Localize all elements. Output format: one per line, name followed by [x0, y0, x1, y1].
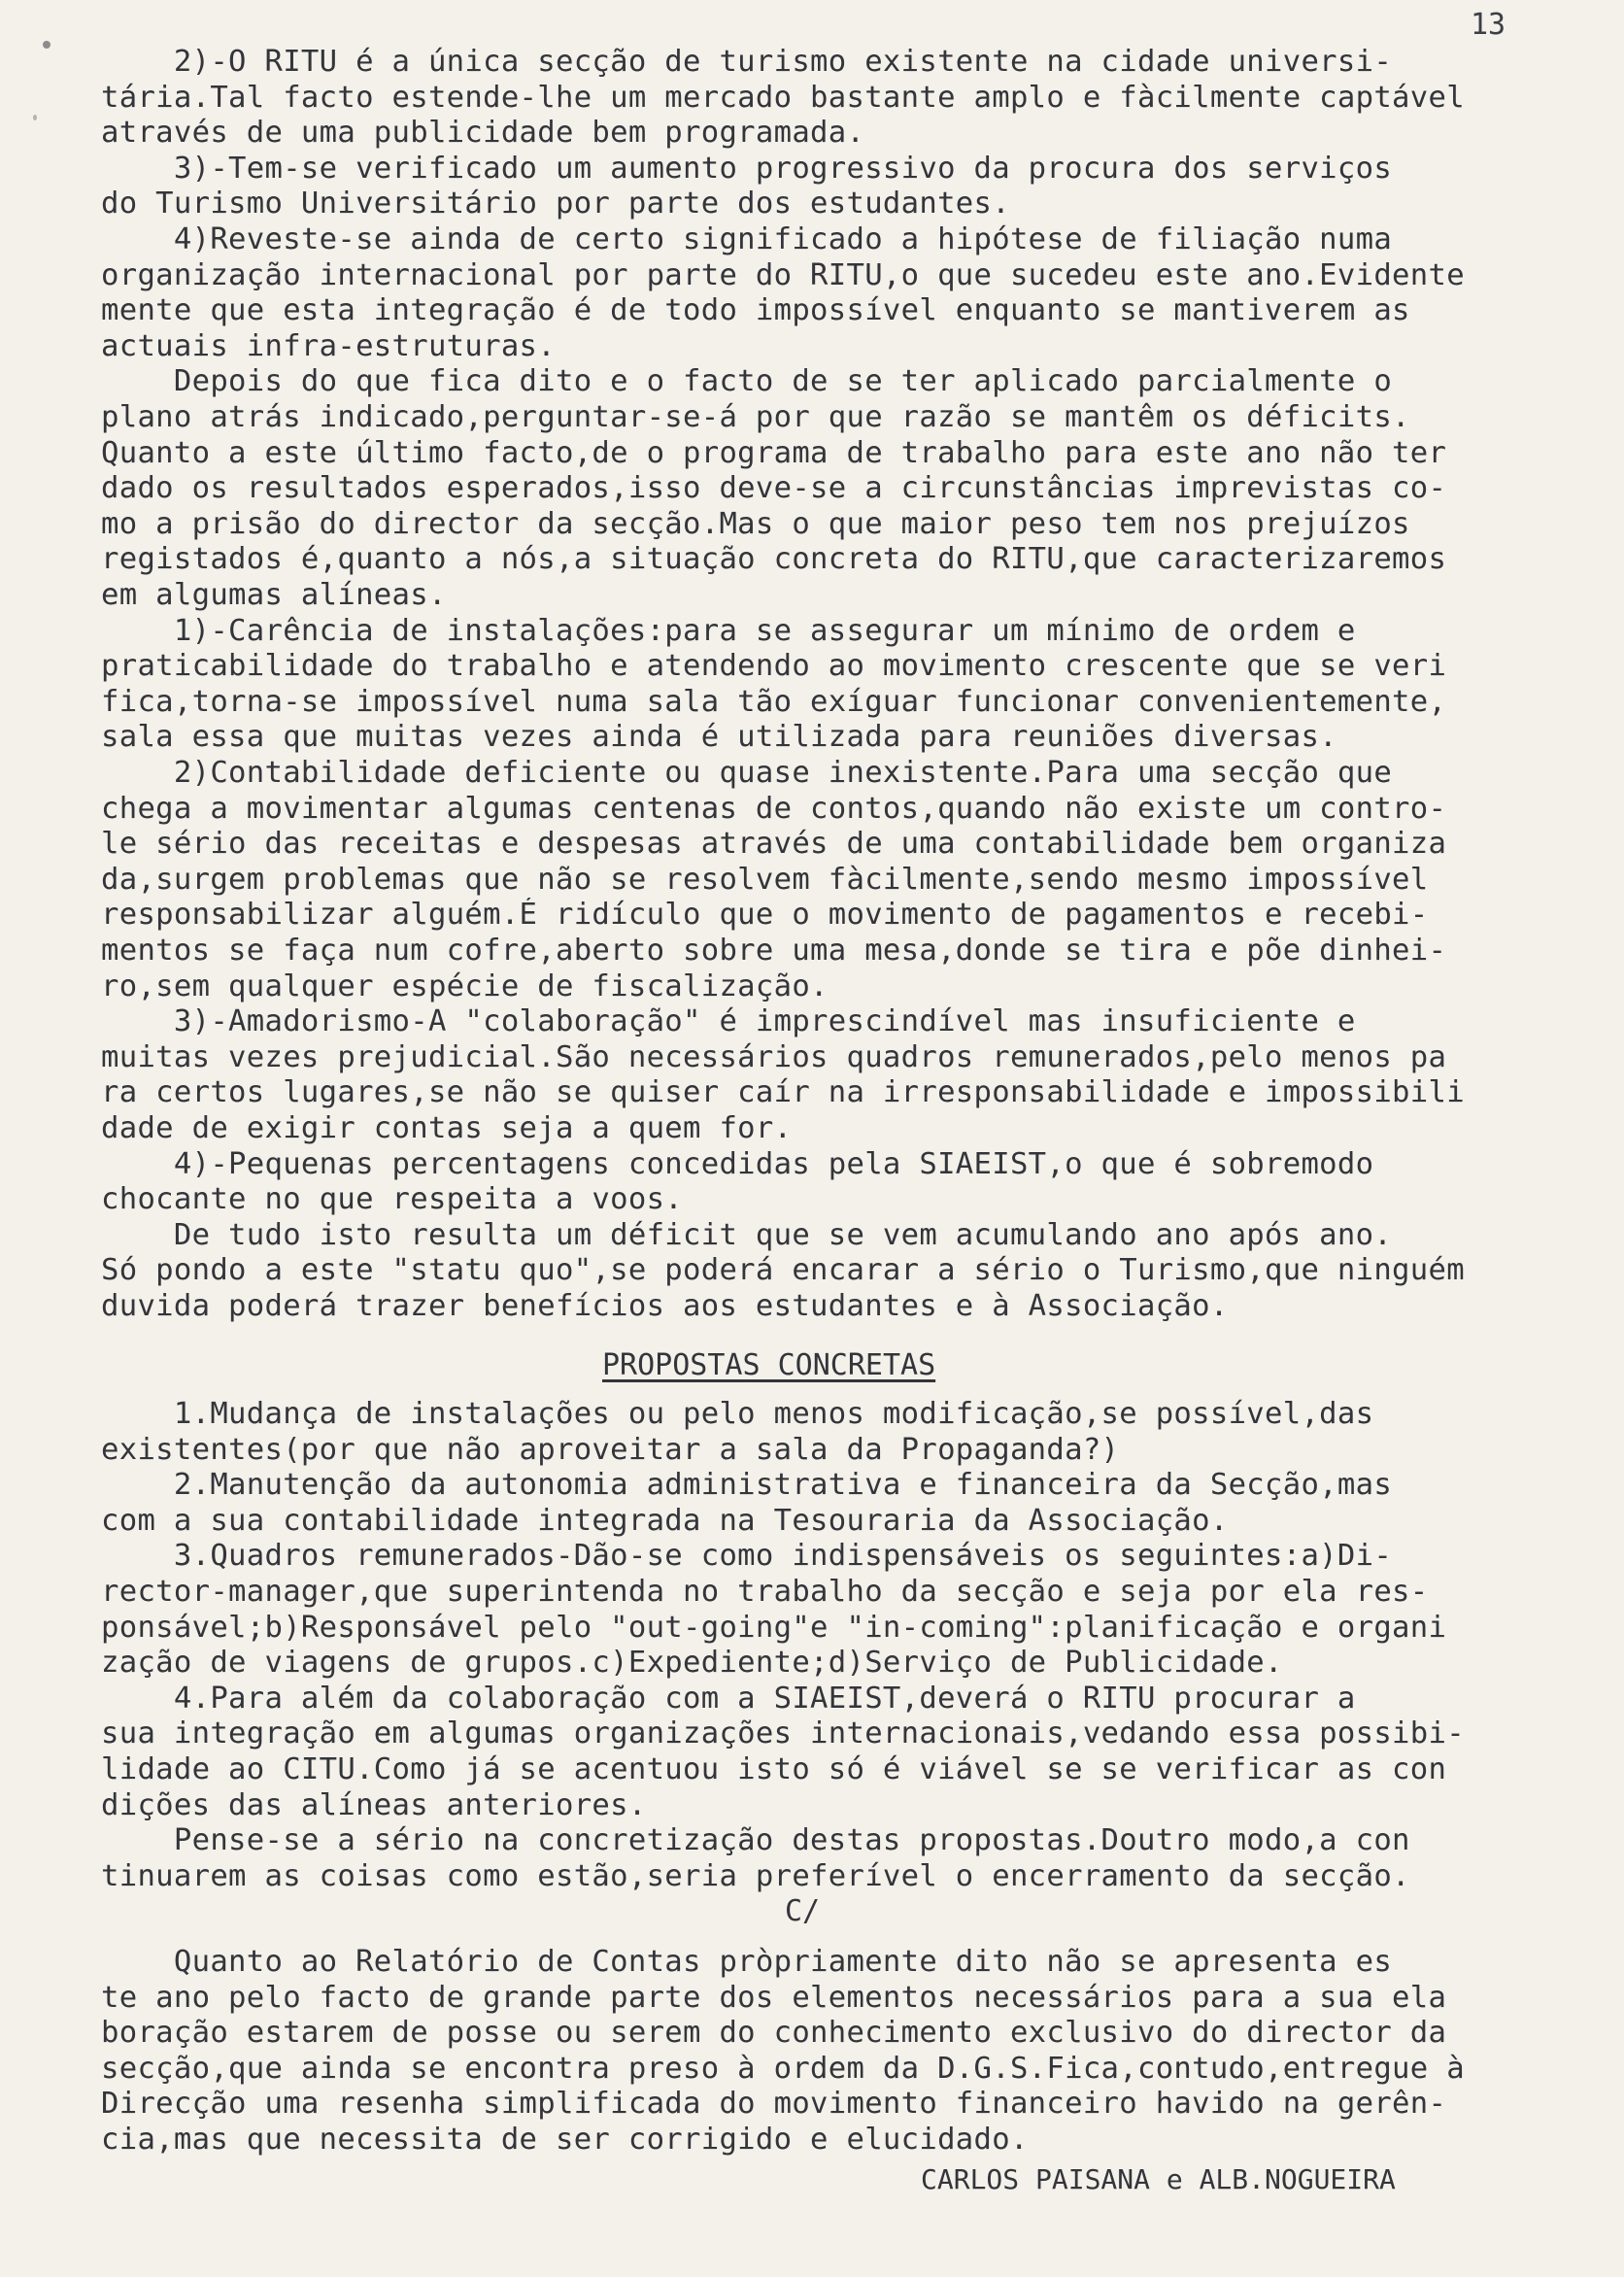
- text-line: duvida poderá trazer benefícios aos estudantes e à Associação.: [101, 1289, 1229, 1323]
- text-line: sua integração em algumas organizações internacionais,vedando essa possibi-: [101, 1716, 1465, 1751]
- text-line: 4.Para além da colaboração com a SIAEIST,deverá o RITU procurar a: [101, 1681, 1356, 1716]
- text-line: Só pondo a este "statu quo",se poderá encarar a sério o Turismo,que ninguém: [101, 1253, 1465, 1288]
- text-line: chega a movimentar algumas centenas de contos,quando não existe um contro-: [101, 791, 1447, 826]
- text-line: Direcção uma resenha simplificada do movimento financeiro havido na gerên-: [101, 2087, 1447, 2122]
- text-line: Depois do que fica dito e o facto de se ter aplicado parcialmente o: [101, 364, 1393, 399]
- text-line: 2.Manutenção da autonomia administrativa e financeira da Secção,mas: [101, 1468, 1393, 1503]
- text-line: De tudo isto resulta um déficit que se vem acumulando ano após ano.: [101, 1217, 1393, 1252]
- text-line: fica,torna-se impossível numa sala tão exíguar funcionar convenientemente,: [101, 684, 1447, 719]
- text-line: dições das alíneas anteriores.: [101, 1787, 647, 1822]
- text-line: plano atrás indicado,perguntar-se-á por que razão se mantêm os déficits.: [101, 400, 1410, 434]
- signature: CARLOS PAISANA e ALB.NOGUEIRA: [921, 2163, 1396, 2195]
- text-line: 2)-O RITU é a única secção de turismo existente na cidade universi-: [101, 45, 1393, 79]
- text-line: tária.Tal facto estende-lhe um mercado bastante amplo e fàcilmente captável: [101, 80, 1465, 115]
- page-number: 13: [1471, 8, 1506, 42]
- text-line: praticabilidade do trabalho e atendendo ao movimento crescente que se veri: [101, 649, 1447, 684]
- text-line: 3.Quadros remunerados-Dão-se como indispensáveis os seguintes:a)Di-: [101, 1539, 1393, 1574]
- text-line: mente que esta integração é de todo impossível enquanto se mantiverem as: [101, 293, 1410, 328]
- text-line: cia,mas que necessita de ser corrigido e elucidado.: [101, 2123, 1029, 2157]
- text-line: sala essa que muitas vezes ainda é utilizada para reuniões diversas.: [101, 720, 1337, 755]
- text-line: do Turismo Universitário por parte dos estudantes.: [101, 187, 1010, 221]
- text-line: dade de exigir contas seja a quem for.: [101, 1111, 793, 1145]
- text-line: através de uma publicidade bem programada.: [101, 116, 865, 151]
- text-line: 2)Contabilidade deficiente ou quase inexistente.Para uma secção que: [101, 756, 1393, 790]
- text-line: 3)-Tem-se verificado um aumento progressivo da procura dos serviços: [101, 151, 1393, 186]
- text-line: responsabilizar alguém.É ridículo que o movimento de pagamentos e recebi-: [101, 898, 1429, 933]
- text-line: Pense-se a sério na concretização destas propostas.Doutro modo,a con: [101, 1823, 1410, 1858]
- text-line: registados é,quanto a nós,a situação concreta do RITU,que caracterizaremos: [101, 542, 1447, 577]
- section-marker: C/: [785, 1894, 821, 1928]
- text-line: ro,sem qualquer espécie de fiscalização.: [101, 969, 829, 1003]
- text-line: 4)Reveste-se ainda de certo significado a hipótese de filiação numa: [101, 222, 1393, 256]
- text-line: lidade ao CITU.Como já se acentuou isto só é viável se se verificar as con: [101, 1752, 1447, 1786]
- text-line: organização internacional por parte do RITU,o que sucedeu este ano.Evidente: [101, 257, 1465, 292]
- text-line: ra certos lugares,se não se quiser caír na irresponsabilidade e impossibili: [101, 1075, 1465, 1110]
- text-line: 1)-Carência de instalações:para se assegurar um mínimo de ordem e: [101, 613, 1356, 648]
- text-line: mentos se faça num cofre,aberto sobre uma mesa,donde se tira e põe dinhei-: [101, 934, 1447, 968]
- margin-mark: [33, 115, 37, 120]
- text-line: mo a prisão do director da secção.Mas o que maior peso tem nos prejuízos: [101, 506, 1410, 541]
- text-line: existentes(por que não aproveitar a sala da Propaganda?): [101, 1432, 1120, 1467]
- text-line: boração estarem de posse ou serem do conhecimento exclusivo do director da: [101, 2016, 1447, 2051]
- text-line: muitas vezes prejudicial.São necessários quadros remunerados,pelo menos pa: [101, 1039, 1447, 1074]
- text-line: te ano pelo facto de grande parte dos elementos necessários para a sua ela: [101, 1980, 1447, 2015]
- text-line: 3)-Amadorismo-A "colaboração" é imprescindível mas insuficiente e: [101, 1004, 1356, 1039]
- text-line: Quanto ao Relatório de Contas pròpriamente dito não se apresenta es: [101, 1945, 1393, 1979]
- text-line: da,surgem problemas que não se resolvem fàcilmente,sendo mesmo impossível: [101, 862, 1429, 897]
- text-line: dado os resultados esperados,isso deve-se a circunstâncias imprevistas co-: [101, 471, 1447, 506]
- text-line: em algumas alíneas.: [101, 578, 447, 612]
- text-line: ponsável;b)Responsável pelo "out-going"e "in-coming":planificação e organi: [101, 1610, 1447, 1645]
- margin-dot: [43, 41, 51, 49]
- section-heading: PROPOSTAS CONCRETAS: [602, 1348, 936, 1382]
- text-line: le sério das receitas e despesas através de uma contabilidade bem organiza: [101, 827, 1447, 862]
- text-line: 1.Mudança de instalações ou pelo menos modificação,se possível,das: [101, 1397, 1374, 1431]
- text-line: secção,que ainda se encontra preso à ordem da D.G.S.Fica,contudo,entregue à: [101, 2051, 1465, 2086]
- text-line: com a sua contabilidade integrada na Tesouraria da Associação.: [101, 1503, 1229, 1538]
- text-line: Quanto a este último facto,de o programa de trabalho para este ano não ter: [101, 435, 1447, 470]
- text-line: rector-manager,que superintenda no trabalho da secção e seja por ela res-: [101, 1575, 1429, 1609]
- text-line: actuais infra-estruturas.: [101, 328, 556, 363]
- text-line: 4)-Pequenas percentagens concedidas pela SIAEIST,o que é sobremodo: [101, 1146, 1374, 1181]
- text-line: tinuarem as coisas como estão,seria preferível o encerramento da secção.: [101, 1858, 1410, 1893]
- text-line: zação de viagens de grupos.c)Expediente;d)Serviço de Publicidade.: [101, 1646, 1283, 1681]
- text-line: chocante no que respeita a voos.: [101, 1182, 684, 1217]
